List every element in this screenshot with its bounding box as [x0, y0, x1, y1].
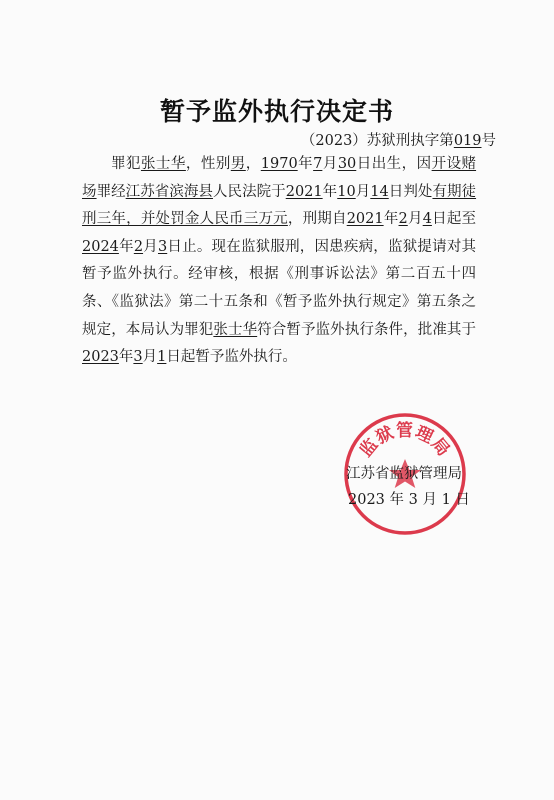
birth-year: 1970 [260, 156, 298, 172]
text-segment: 年 [383, 211, 399, 228]
number-suffix: 号 [481, 133, 496, 149]
signature-block [346, 461, 470, 513]
crime-value: 开设赌场 [82, 156, 477, 200]
birth-month: 7 [313, 156, 323, 172]
term-end-day: 3 [157, 238, 168, 255]
text-segment: 年 [118, 238, 134, 255]
court-value: 江苏省滨海县 [125, 183, 213, 200]
text-segment: 月 [355, 183, 371, 200]
text-segment: 罪经 [96, 183, 126, 200]
term-start-day: 4 [422, 211, 432, 228]
text-segment: 日起至 [431, 211, 477, 228]
text-segment: 月 [322, 156, 338, 172]
text-segment: 月 [407, 211, 423, 228]
decision-body [82, 151, 476, 372]
issuing-organization: 江苏省监狱管理局 [346, 466, 462, 482]
term-start-month: 2 [398, 211, 408, 228]
number-prefix: （2023）苏狱刑执字第 [300, 133, 454, 149]
text-segment: 日判处 [388, 183, 433, 200]
text-segment: 年 [297, 156, 314, 172]
text-segment: 年 [118, 349, 134, 366]
text-segment: 日出生，因 [356, 156, 432, 172]
text-segment: 罪犯 [111, 156, 141, 172]
text-segment: 符合暂予监外执行条件，批准其于 [257, 321, 477, 338]
decision-paragraph [82, 151, 476, 372]
text-segment: 日起暂予监外执行。 [166, 349, 297, 366]
judgment-month: 10 [337, 183, 356, 200]
document-number [301, 129, 496, 150]
text-segment: 月 [143, 238, 158, 255]
text-segment: 人民法院于 [212, 183, 286, 200]
judgment-day: 14 [370, 183, 389, 200]
prisoner-name-repeat: 张士华 [213, 321, 258, 338]
text-segment: ，刑期自 [287, 211, 347, 228]
execution-day: 1 [157, 349, 167, 366]
issue-date: 2023 年 3 月 1 日 [348, 492, 470, 508]
prisoner-name: 张士华 [140, 156, 186, 172]
text-segment: ，性别 [185, 156, 231, 172]
text-segment: 月 [142, 349, 158, 366]
text-segment: 年 [322, 183, 338, 200]
gender-value: 男 [230, 156, 246, 172]
birth-day: 30 [337, 156, 357, 172]
execution-year: 2023 [82, 349, 119, 366]
page-title: 暂予监外执行决定书 [159, 97, 394, 126]
term-end-month: 2 [133, 238, 144, 255]
judgment-year: 2021 [285, 183, 323, 200]
number-value: 019 [453, 133, 482, 149]
text-segment: ， [245, 156, 261, 172]
term-end-year: 2024 [82, 238, 119, 255]
term-start-year: 2021 [346, 211, 384, 228]
seal-text-path: 监狱管理局 [356, 421, 454, 461]
text-segment: 日止。现在监狱服刑，因患疾病，监狱提请对其暂予监外执行。经审核，根据《刑事诉讼法》第二百五十四条、《监狱法》第二十五条和《暂予监外执行规定》第五条之规定，本局认为罪犯 [82, 238, 477, 338]
sentence-value: 有期徒刑三年，并处罚金人民币三万元 [82, 183, 477, 228]
execution-month: 3 [133, 349, 143, 366]
